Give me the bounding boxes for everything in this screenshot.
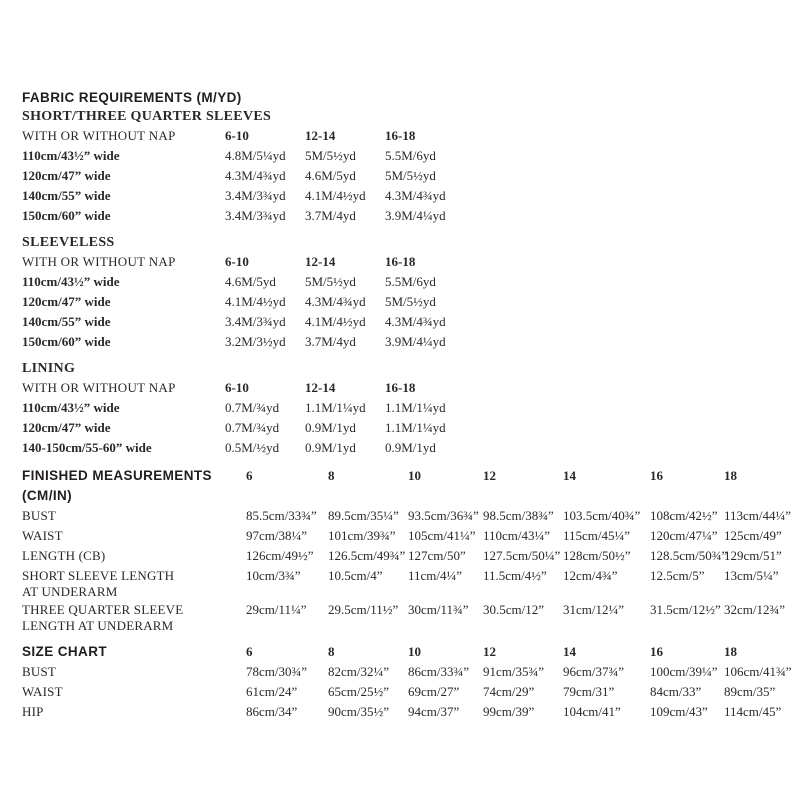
size-chart-label: HIP (22, 704, 44, 719)
measurement-value: 30.5cm/12” (483, 602, 545, 617)
fabric-width-label: 140cm/55” wide (22, 188, 111, 203)
fabric-value: 3.7M/4yd (305, 334, 356, 349)
measurement-value: 129cm/51” (724, 548, 782, 563)
measurement-value: 108cm/42½” (650, 508, 718, 523)
fabric-value: 3.9M/4¼yd (385, 334, 446, 349)
measurement-label: WAIST (22, 528, 63, 543)
size-chart-value: 65cm/25½” (328, 684, 390, 699)
measurement-row-short-sleeve-length (22, 566, 778, 600)
measurement-value: 10cm/3¾” (246, 568, 301, 583)
fabric-width-label: 110cm/43½” wide (22, 400, 120, 415)
measurement-label: LENGTH (CB) (22, 548, 106, 563)
fabric-width-label: 150cm/60” wide (22, 334, 111, 349)
measurement-value: 85.5cm/33¾” (246, 508, 317, 523)
fabric-value: 3.2M/3½yd (225, 334, 286, 349)
size-chart-row-waist (22, 682, 778, 702)
finished-measurements-header-row (22, 466, 778, 506)
size-header: 6 (246, 644, 253, 659)
measurement-label-line1: THREE QUARTER SLEEVE (22, 602, 184, 617)
fabric-value: 4.6M/5yd (225, 274, 276, 289)
measurement-value: 31.5cm/12½” (650, 602, 721, 617)
finished-measurements-section (22, 466, 792, 634)
size-header: 18 (724, 644, 737, 659)
measurement-label (22, 600, 246, 634)
measurement-value: 101cm/39¾” (328, 528, 396, 543)
fabric-row (22, 186, 778, 206)
fabric-value: 4.3M/4¾yd (305, 294, 366, 309)
measurement-value: 127.5cm/50¼” (483, 548, 561, 563)
fabric-width-label: 140-150cm/55-60” wide (22, 440, 152, 455)
fabric-value: 3.4M/3¾yd (225, 314, 286, 329)
size-chart-value: 104cm/41” (563, 704, 621, 719)
size-header: 10 (408, 468, 421, 483)
fabric-value: 5M/5½yd (305, 148, 356, 163)
measurement-value: 126cm/49½” (246, 548, 314, 563)
size-chart-value: 86cm/34” (246, 704, 298, 719)
fabric-value: 4.1M/4½yd (305, 314, 366, 329)
fabric-row (22, 272, 778, 292)
fabric-row (22, 398, 778, 418)
measurement-value: 31cm/12¼” (563, 602, 625, 617)
measurement-row-waist (22, 526, 782, 546)
fabric-value: 3.7M/4yd (305, 208, 356, 223)
measurement-value: 10.5cm/4” (328, 568, 383, 583)
size-header: 16 (650, 468, 663, 483)
measurement-value: 11cm/4¼” (408, 568, 463, 583)
size-chart-row-bust (22, 662, 792, 682)
measurement-row-bust (22, 506, 792, 526)
size-header: 8 (328, 468, 335, 483)
fabric-value: 0.7M/¾yd (225, 420, 280, 435)
size-header: 8 (328, 644, 335, 659)
size-chart-value: 91cm/35¾” (483, 664, 545, 679)
size-range-header: 16-18 (385, 254, 416, 269)
fabric-section-short-three-quarter-sleeves (22, 108, 778, 226)
nap-label: WITH OR WITHOUT NAP (22, 128, 176, 143)
measurement-label: BUST (22, 508, 57, 523)
fabric-width-label: 110cm/43½” wide (22, 148, 120, 163)
measurement-value: 105cm/41¼” (408, 528, 476, 543)
size-chart-value: 74cm/29” (483, 684, 535, 699)
size-chart-value: 106cm/41¾” (724, 664, 792, 679)
measurement-value: 93.5cm/36¾” (408, 508, 479, 523)
size-chart-value: 100cm/39¼” (650, 664, 718, 679)
fabric-width-label: 140cm/55” wide (22, 314, 111, 329)
fabric-value: 0.7M/¾yd (225, 400, 280, 415)
size-chart-value: 86cm/33¾” (408, 664, 470, 679)
size-chart-value: 61cm/24” (246, 684, 298, 699)
finished-measurements-title: FINISHED MEASUREMENTS (CM/IN) (22, 468, 212, 503)
size-chart-section (22, 642, 792, 722)
size-chart-label: BUST (22, 664, 57, 679)
size-chart-value: 109cm/43” (650, 704, 708, 719)
fabric-width-label: 110cm/43½” wide (22, 274, 120, 289)
fabric-section-sleeveless (22, 234, 778, 352)
fabric-value: 0.5M/½yd (225, 440, 280, 455)
section-title: LINING (22, 361, 76, 376)
size-chart-value: 99cm/39” (483, 704, 535, 719)
fabric-row (22, 292, 778, 312)
fabric-value: 5.5M/6yd (385, 148, 436, 163)
fabric-value: 5.5M/6yd (385, 274, 436, 289)
fabric-value: 4.6M/5yd (305, 168, 356, 183)
fabric-value: 5M/5½yd (385, 168, 436, 183)
fabric-row (22, 146, 778, 166)
size-range-header: 12-14 (305, 128, 336, 143)
measurement-row-three-quarter-sleeve-length (22, 600, 786, 634)
size-range-header: 12-14 (305, 380, 336, 395)
measurement-label (22, 566, 246, 600)
measurement-label-line2: LENGTH AT UNDERARM (22, 618, 174, 633)
fabric-value: 5M/5½yd (385, 294, 436, 309)
measurement-value: 89.5cm/35¼” (328, 508, 399, 523)
fabric-value: 3.4M/3¾yd (225, 188, 286, 203)
fabric-value: 0.9M/1yd (385, 440, 436, 455)
size-chart-value: 78cm/30¾” (246, 664, 308, 679)
fabric-row (22, 312, 778, 332)
fabric-value: 1.1M/1¼yd (305, 400, 366, 415)
size-range-header: 6-10 (225, 380, 249, 395)
fabric-value: 4.8M/5¼yd (225, 148, 286, 163)
fabric-table-header-row (22, 378, 778, 398)
measurement-label-line1: SHORT SLEEVE LENGTH (22, 568, 175, 583)
section-title: SHORT/THREE QUARTER SLEEVES (22, 109, 272, 124)
measurement-value: 115cm/45¼” (563, 528, 631, 543)
fabric-value: 1.1M/1¼yd (385, 400, 446, 415)
size-chart-value: 82cm/32¼” (328, 664, 390, 679)
fabric-value: 0.9M/1yd (305, 420, 356, 435)
measurement-value: 126.5cm/49¾” (328, 548, 406, 563)
fabric-value: 4.3M/4¾yd (385, 188, 446, 203)
fabric-row (22, 418, 778, 438)
size-chart-value: 94cm/37” (408, 704, 460, 719)
size-chart-value: 96cm/37¾” (563, 664, 625, 679)
size-header: 18 (724, 468, 737, 483)
size-header: 12 (483, 644, 496, 659)
measurement-value: 125cm/49” (724, 528, 782, 543)
fabric-value: 1.1M/1¼yd (385, 420, 446, 435)
size-header: 10 (408, 644, 421, 659)
measurement-value: 30cm/11¾” (408, 602, 469, 617)
fabric-table-header-row (22, 126, 778, 146)
measurement-value: 120cm/47¼” (650, 528, 718, 543)
fabric-row (22, 438, 778, 458)
measurement-value: 128.5cm/50¾” (650, 548, 728, 563)
section-title: SLEEVELESS (22, 235, 115, 250)
measurement-value: 113cm/44¼” (724, 508, 792, 523)
fabric-value: 5M/5½yd (305, 274, 356, 289)
fabric-table-header-row (22, 252, 778, 272)
measurement-value: 110cm/43¼” (483, 528, 551, 543)
fabric-width-label: 120cm/47” wide (22, 294, 111, 309)
size-header: 14 (563, 468, 576, 483)
measurement-value: 127cm/50” (408, 548, 466, 563)
fabric-width-label: 120cm/47” wide (22, 168, 111, 183)
size-header: 14 (563, 644, 576, 659)
measurement-value: 128cm/50½” (563, 548, 631, 563)
fabric-row (22, 166, 778, 186)
nap-label: WITH OR WITHOUT NAP (22, 254, 176, 269)
fabric-value: 0.9M/1yd (305, 440, 356, 455)
size-chart-row-hip (22, 702, 782, 722)
fabric-width-label: 150cm/60” wide (22, 208, 111, 223)
fabric-value: 3.4M/3¾yd (225, 208, 286, 223)
fabric-section-lining (22, 360, 778, 458)
size-chart-value: 79cm/31” (563, 684, 615, 699)
size-range-header: 16-18 (385, 380, 416, 395)
measurement-value: 32cm/12¾” (724, 602, 786, 617)
fabric-width-label: 120cm/47” wide (22, 420, 111, 435)
size-header: 16 (650, 644, 663, 659)
measurement-value: 97cm/38¼” (246, 528, 308, 543)
measurement-value: 13cm/5¼” (724, 568, 779, 583)
measurement-value: 103.5cm/40¾” (563, 508, 641, 523)
size-range-header: 16-18 (385, 128, 416, 143)
measurement-value: 29cm/11¼” (246, 602, 307, 617)
measurement-value: 98.5cm/38¾” (483, 508, 554, 523)
size-chart-label: WAIST (22, 684, 63, 699)
measurement-value: 29.5cm/11½” (328, 602, 399, 617)
measurement-row-length-cb (22, 546, 782, 566)
size-chart-header-row (22, 642, 778, 662)
fabric-value: 4.1M/4½yd (305, 188, 366, 203)
measurement-value: 12.5cm/5” (650, 568, 705, 583)
size-range-header: 6-10 (225, 128, 249, 143)
size-chart-title: SIZE CHART (22, 644, 107, 659)
nap-label: WITH OR WITHOUT NAP (22, 380, 176, 395)
size-chart-value: 89cm/35” (724, 684, 776, 699)
size-range-header: 6-10 (225, 254, 249, 269)
size-chart-value: 114cm/45” (724, 704, 782, 719)
size-header: 12 (483, 468, 496, 483)
size-range-header: 12-14 (305, 254, 336, 269)
fabric-row (22, 332, 778, 352)
fabric-value: 3.9M/4¼yd (385, 208, 446, 223)
size-chart-value: 84cm/33” (650, 684, 702, 699)
measurement-label-line2: AT UNDERARM (22, 584, 118, 599)
size-header: 6 (246, 468, 253, 483)
fabric-value: 4.3M/4¾yd (385, 314, 446, 329)
size-chart-value: 69cm/27” (408, 684, 460, 699)
fabric-requirements-title: FABRIC REQUIREMENTS (M/YD) (22, 90, 242, 105)
fabric-value: 4.3M/4¾yd (225, 168, 286, 183)
measurement-value: 12cm/4¾” (563, 568, 618, 583)
fabric-value: 4.1M/4½yd (225, 294, 286, 309)
measurement-value: 11.5cm/4½” (483, 568, 547, 583)
fabric-row (22, 206, 778, 226)
size-chart-value: 90cm/35½” (328, 704, 390, 719)
